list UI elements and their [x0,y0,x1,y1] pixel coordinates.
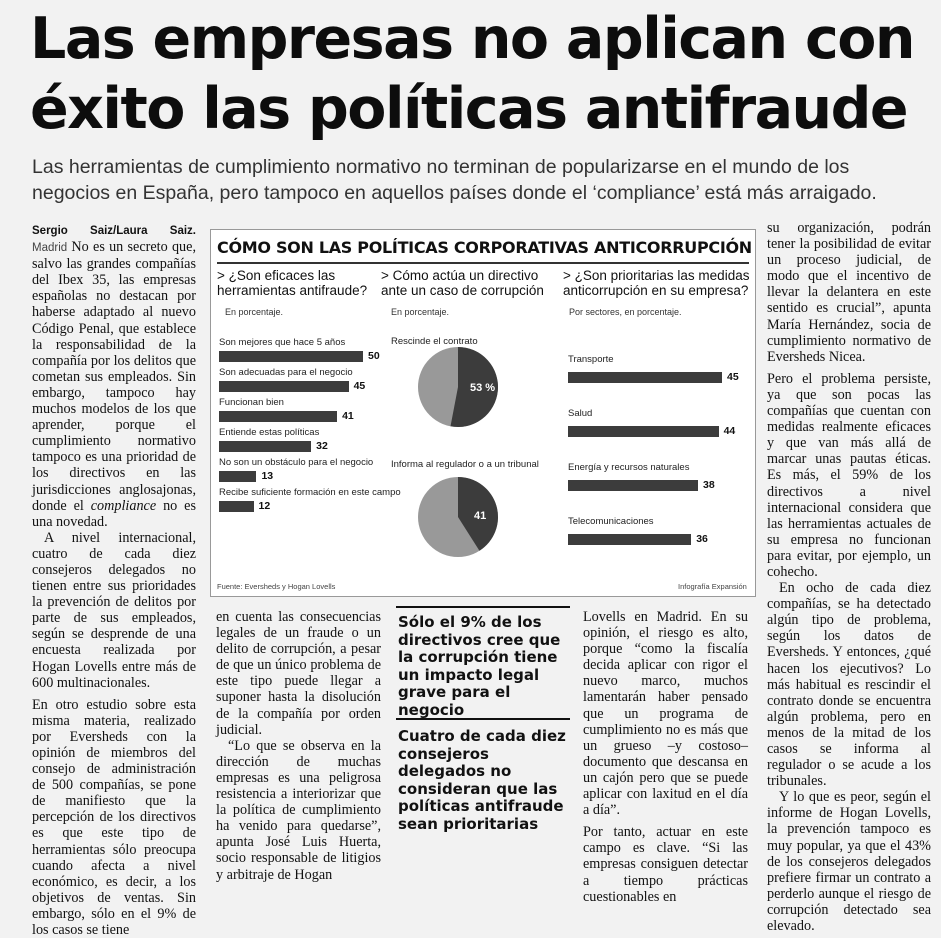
bar [568,534,691,545]
article-paragraph: Lovells en Madrid. En su opinión, el riesgo es alto, porque “como la fiscalía decida aplicar con rigor el nuevo marco, muchos lamentarán haber pensado que un programa de cumplimiento no es más que un grueso –y costoso– documento que descansa en un cajón pero que se puede aplicar con laxitud en el día a día”. [583,609,748,819]
pie-title: Informa al regulador o a un tribunal [391,459,539,470]
infographic-source: Fuente: Eversheds y Hogan Lovells [217,582,336,591]
bar-category-label: Recibe suficiente formación en este campo [219,487,401,498]
article-column-4 [767,220,931,934]
article-paragraph [32,222,196,530]
article-column-3 [583,609,748,905]
bar-value-label: 13 [261,470,274,482]
bar [568,426,719,437]
byline-authors: Sergio Saiz/Laura Saiz. [32,225,196,237]
bar-value-label: 38 [703,479,715,491]
pie-value-label: 53 % [470,382,496,394]
article-column-2 [216,609,381,883]
bar [219,351,363,362]
article-paragraph: En otro estudio sobre esta misma materia, realizado por Eversheds con la opinión de miembros del consejo de administración de 500 compañías, se pone de manifiesto que la percepción de los directivos es que este tipo de herramientas sólo preocupa cuando afecta a nivel económico, es decir, a los objetivos de ventas. Sin embargo, sólo en el 9% de los casos se tiene [32,696,196,938]
bar-value-label: 45 [727,371,739,383]
bar [219,471,256,482]
infographic-title: CÓMO SON LAS POLÍTICAS CORPORATIVAS ANTICORRUPCIÓN [217,238,752,257]
article-paragraph: En ocho de cada diez compañías, se ha detectado algún tipo de problema, según los datos de Eversheds. Y entonces, ¿qué hacen los ejecutivos? Lo más habitual es rescindir el contrato donde se encuentra algún problema, pero en menos de la mitad de los casos se informa al regulador o se acude a los tribunales. [767,580,931,790]
pie-chart [416,475,500,559]
bar-category-label: Son adecuadas para el negocio [219,367,353,378]
article-column-1 [32,222,196,938]
article-paragraph: Por tanto, actuar en este campo es clave. “Si las empresas consiguen detectar a tiempo prácticas cuestionables en [583,824,748,905]
bar-category-label: Transporte [568,354,614,365]
bar-value-label: 45 [353,380,366,392]
pullquote-rule [396,718,570,720]
paragraph-text: No es un secreto que, salvo las grandes compañías del Ibex 35, las empresas españolas no destacan por haberse adaptado al nuevo Código Penal, que establece la responsabilidad de la compañía por los delitos que cometan sus empleados. Sin embargo, tampoco hay muchos modelos de los que aprender, porque el cumplimiento normativo tampoco es una prioridad de los directivos en las jurisdicciones anglosajonas, donde el [32,239,196,514]
bar [568,480,698,491]
bar-value-label: 36 [696,533,708,545]
bar [219,381,349,392]
bar-value-label: 50 [368,350,380,362]
headline-line-1: Las empresas no aplican con [30,6,914,72]
byline-city: Madrid [32,242,68,255]
bar [568,372,722,383]
bar-value-label: 12 [258,500,271,512]
bar-value-label: 41 [342,410,354,422]
article-paragraph: Pero el problema persiste, ya que son pocas las compañías que cuentan con medidas realmente eficaces y que van más allá de marcar unas pautas éticas. Es más, el 59% de los directivos a nivel internacional considera que las herramientas actuales de su empresa no funcionan para evitar, por ejemplo, un cohecho. [767,370,931,580]
pullquote-2: Cuatro de cada diez consejeros delegados no consideran que las políticas antifraude sean prioritarias [398,727,566,833]
infographic-credit: Infografía Expansión [678,582,747,591]
headline-line-2: éxito las políticas antifraude [30,76,908,142]
bar-category-label: No son un obstáculo para el negocio [219,457,374,468]
article-paragraph: A nivel internacional, cuatro de cada diez consejeros delegados no tienen entre sus prioridades la prevención de delitos por parte de sus empleados, según se desprende de una encuesta realizada por Hogan Lovells entre más de 600 multinacionales. [32,529,196,691]
bar-category-label: Energía y recursos naturales [568,462,690,473]
bar [219,441,311,452]
chart-unit-2: En porcentaje. [391,307,450,317]
bar-category-label: Son mejores que hace 5 años [219,337,346,348]
headline [30,4,930,144]
chart-question-1: > ¿Son eficaces las herramientas antifraude? [217,268,368,298]
emphasis-term: compliance [90,497,157,514]
article-paragraph: “Lo que se observa en la dirección de muchas empresas es una peligrosa resistencia a interiorizar que la política de cumplimiento ha venido para quedarse”, apunta José Luis Huerta, socio responsable de litigios y arbitraje de Hogan [216,737,381,883]
infographic [210,229,756,597]
bar-category-label: Salud [568,408,593,419]
pie-chart [416,345,500,429]
chart-question-3: > ¿Son prioritarias las medidas anticorrupción en su empresa? [563,268,750,298]
bar-category-label: Funcionan bien [219,397,284,408]
pie-value-label: 41 [474,510,487,522]
bar [219,501,254,512]
article-paragraph: su organización, podrán tener la posibilidad de evitar un proceso judicial, de modo que el incentivo de llevar la delantera en este sentido es crucial”, apunta María Hernández, socia de cumplimiento normativo de Eversheds Nicea. [767,220,931,365]
bar-value-label: 32 [316,440,328,452]
paragraph-text: no es una novedad. [32,497,196,530]
subheadline: Las herramientas de cumplimiento normativo no terminan de popularizarse en el mundo de los negocios en España, pero tampoco en aquellos países donde el ‘compliance’ está más arraigado. [32,156,877,204]
article-paragraph: en cuenta las consecuencias legales de un fraude o un delito de corrupción, a pesar de que un único problema de este tipo puede llegar a suponer hasta la disolución de la compañía por orden judicial. [216,609,381,738]
chart-unit-1: En porcentaje. [225,307,284,317]
bar-category-label: Telecomunicaciones [568,516,654,527]
infographic-divider [217,262,749,264]
chart-unit-3: Por sectores, en porcentaje. [569,307,682,317]
article-paragraph: Y lo que es peor, según el informe de Hogan Lovells, la prevención tampoco es muy popular, ya que el 43% de los consejeros delegados prefiere firmar un contrato a perderlo aunque el riesgo de corrupción detectado sea elevado. [767,789,931,935]
bar-value-label: 44 [723,425,736,437]
bar [219,411,337,422]
pie-title: Rescinde el contrato [391,336,478,347]
pullquote-rule [396,606,570,608]
chart-question-2: > Cómo actúa un directivo ante un caso de corrupción [381,268,544,298]
pullquote-1: Sólo el 9% de los directivos cree que la corrupción tiene un impacto legal grave para el negocio [398,613,561,719]
bar-category-label: Entiende estas políticas [219,427,320,438]
